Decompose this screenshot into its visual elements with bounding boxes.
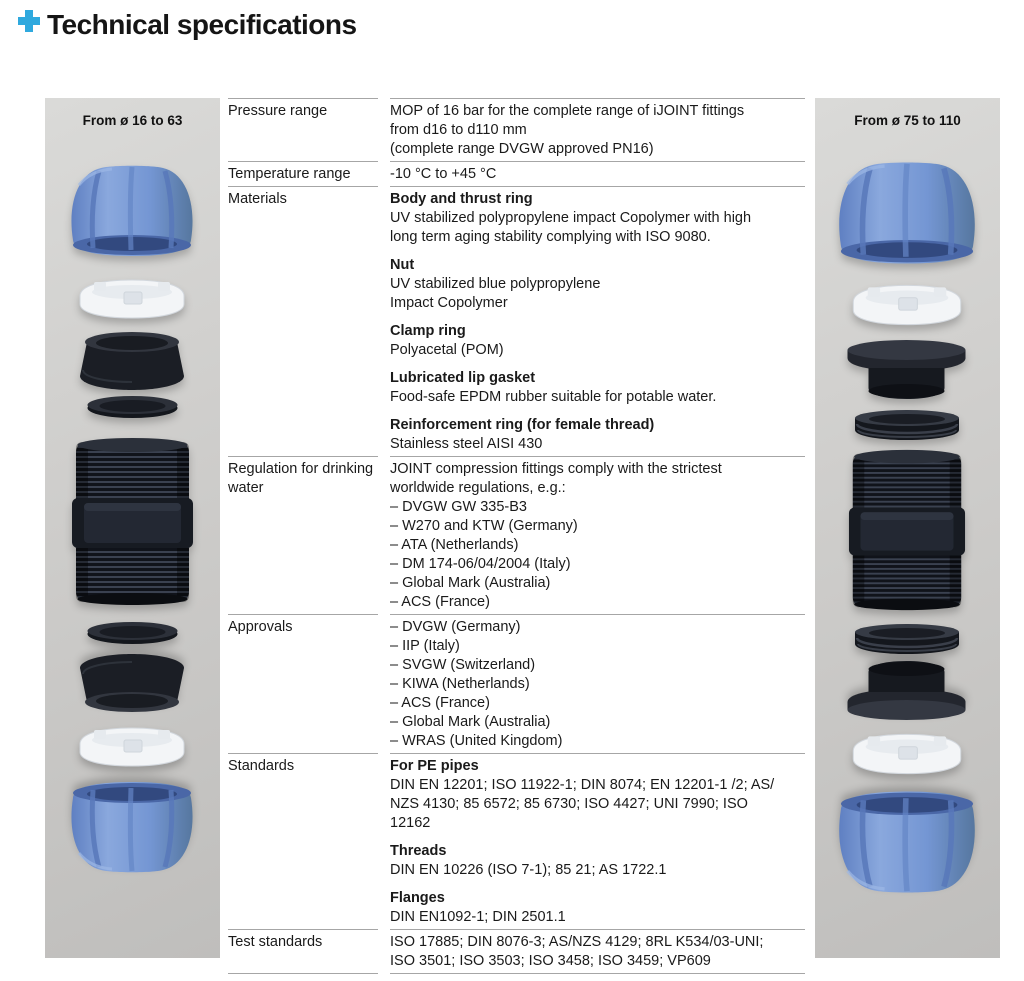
spec-row-value <box>390 614 805 753</box>
spec-value-line: – Global Mark (Australia) <box>390 575 551 591</box>
spec-value-line: DIN EN 12201; ISO 11922-1; DIN 8074; EN 12201-1 /2; AS/ <box>390 777 775 793</box>
spec-value-line: worldwide regulations, e.g.: <box>390 480 566 496</box>
spec-value-title: For PE pipes <box>390 758 479 774</box>
spec-table <box>228 98 805 974</box>
spec-value-block <box>390 322 805 360</box>
spec-value-line: – DVGW GW 335-B3 <box>390 499 527 515</box>
spec-value-block <box>390 757 805 833</box>
spec-value-line: Polyacetal (POM) <box>390 342 504 358</box>
spec-row-label: Approvals <box>228 614 378 753</box>
panel-heading-small: From ø 16 to 63 <box>82 113 183 128</box>
spec-row-label: Standards <box>228 753 378 929</box>
spec-value-line: DIN EN 10226 (ISO 7-1); 85 21; AS 1722.1 <box>390 862 667 878</box>
spec-row <box>228 753 805 929</box>
spec-value-line: UV stabilized blue polypropylene <box>390 276 601 292</box>
spec-row-label: Test standards <box>228 929 378 973</box>
spec-value-title: Threads <box>390 843 447 859</box>
rubber-gasket-icon <box>85 394 180 420</box>
spec-row <box>228 161 805 186</box>
black-thrust-ring-icon <box>843 660 971 722</box>
spec-value-block <box>390 165 805 184</box>
spec-value-line: – W270 and KTW (Germany) <box>390 518 578 534</box>
spec-value-block <box>390 460 805 612</box>
spec-value-block <box>390 842 805 880</box>
spec-value-line: JOINT compression fittings comply with the strictest <box>390 461 722 477</box>
spec-value-line: NZS 4130; 85 6572; 85 6730; ISO 4427; UNI 7990; ISO <box>390 796 748 812</box>
spec-value-block <box>390 256 805 313</box>
rubber-gasket-icon <box>85 620 180 646</box>
spec-value-line: – ACS (France) <box>390 594 490 610</box>
page-header <box>18 8 357 42</box>
spec-row-label: Materials <box>228 186 378 456</box>
spec-row <box>228 929 805 973</box>
spec-value-block <box>390 933 805 971</box>
spec-row-label: Temperature range <box>228 161 378 186</box>
spec-row <box>228 614 805 753</box>
panel-heading-large: From ø 75 to 110 <box>854 113 961 128</box>
spec-value-line: ISO 17885; DIN 8076-3; AS/NZS 4129; 8RL K534/03-UNI; <box>390 934 764 950</box>
spec-value-line: – DVGW (Germany) <box>390 619 521 635</box>
ribbed-gasket-icon <box>851 408 963 440</box>
black-thrust-ring-icon <box>843 338 971 400</box>
spec-value-block <box>390 102 805 159</box>
spec-value-line: (complete range DVGW approved PN16) <box>390 141 654 157</box>
spec-value-line: Impact Copolymer <box>390 295 508 311</box>
blue-nut-icon <box>57 778 207 878</box>
fitting-panel-large <box>815 98 1000 958</box>
spec-row-label: Regulation for drinking water <box>228 456 378 614</box>
spec-value-title: Lubricated lip gasket <box>390 370 536 386</box>
spec-row-value <box>390 929 805 973</box>
spec-value-line: Food-safe EPDM rubber suitable for potable water. <box>390 389 717 405</box>
spec-value-title: Body and thrust ring <box>390 191 533 207</box>
black-thrust-ring-icon <box>77 330 187 390</box>
blue-nut-icon <box>823 153 991 271</box>
fitting-panel-small <box>45 98 220 958</box>
spec-value-line: from d16 to d110 mm <box>390 122 527 138</box>
plus-icon <box>18 10 40 32</box>
spec-value-line: -10 °C to +45 °C <box>390 166 497 182</box>
spec-value-line: – ACS (France) <box>390 695 490 711</box>
spec-value-line: – Global Mark (Australia) <box>390 714 551 730</box>
black-thrust-ring-icon <box>77 654 187 714</box>
spec-value-line: Stainless steel AISI 430 <box>390 436 543 452</box>
threaded-body-icon <box>72 436 193 608</box>
spec-value-block <box>390 416 805 454</box>
spec-value-line: ISO 3501; ISO 3503; ISO 3458; ISO 3459; VP609 <box>390 953 711 969</box>
spec-row-label: Pressure range <box>228 98 378 161</box>
spec-row-value <box>390 186 805 456</box>
spec-row <box>228 186 805 456</box>
spec-value-line: – KIWA (Netherlands) <box>390 676 530 692</box>
spec-row-value <box>390 161 805 186</box>
spec-value-line: – IIP (Italy) <box>390 638 460 654</box>
spec-value-block <box>390 369 805 407</box>
spec-value-title: Nut <box>390 257 415 273</box>
spec-value-line: – ATA (Netherlands) <box>390 537 519 553</box>
white-clamp-ring-icon <box>72 278 192 320</box>
threaded-body-icon <box>839 448 975 613</box>
spec-value-line: UV stabilized polypropylene impact Copolymer with high <box>390 210 752 226</box>
spec-row <box>228 98 805 161</box>
spec-value-title: Flanges <box>390 890 445 906</box>
spec-value-line: – WRAS (United Kingdom) <box>390 733 563 749</box>
spec-row-value <box>390 753 805 929</box>
spec-value-title: Reinforcement ring (for female thread) <box>390 417 655 433</box>
blue-nut-icon <box>823 784 991 902</box>
blue-nut-icon <box>57 160 207 260</box>
white-clamp-ring-icon <box>845 283 969 327</box>
spec-value-block <box>390 618 805 751</box>
spec-row-value <box>390 98 805 161</box>
spec-value-block <box>390 889 805 927</box>
spec-value-title: Clamp ring <box>390 323 466 339</box>
spec-value-line: – SVGW (Switzerland) <box>390 657 536 673</box>
ribbed-gasket-icon <box>851 622 963 654</box>
white-clamp-ring-icon <box>72 726 192 768</box>
spec-value-block <box>390 190 805 247</box>
spec-value-line: 12162 <box>390 815 431 831</box>
spec-row <box>228 456 805 614</box>
spec-value-line: MOP of 16 bar for the complete range of iJOINT fittings <box>390 103 745 119</box>
white-clamp-ring-icon <box>845 732 969 776</box>
page-title: Technical specifications <box>47 9 357 40</box>
spec-value-line: – DM 174-06/04/2004 (Italy) <box>390 556 571 572</box>
spec-value-line: long term aging stability complying with ISO 9080. <box>390 229 711 245</box>
spec-table-bottom-rule <box>228 973 805 974</box>
spec-row-value <box>390 456 805 614</box>
spec-value-line: DIN EN1092-1; DIN 2501.1 <box>390 909 566 925</box>
